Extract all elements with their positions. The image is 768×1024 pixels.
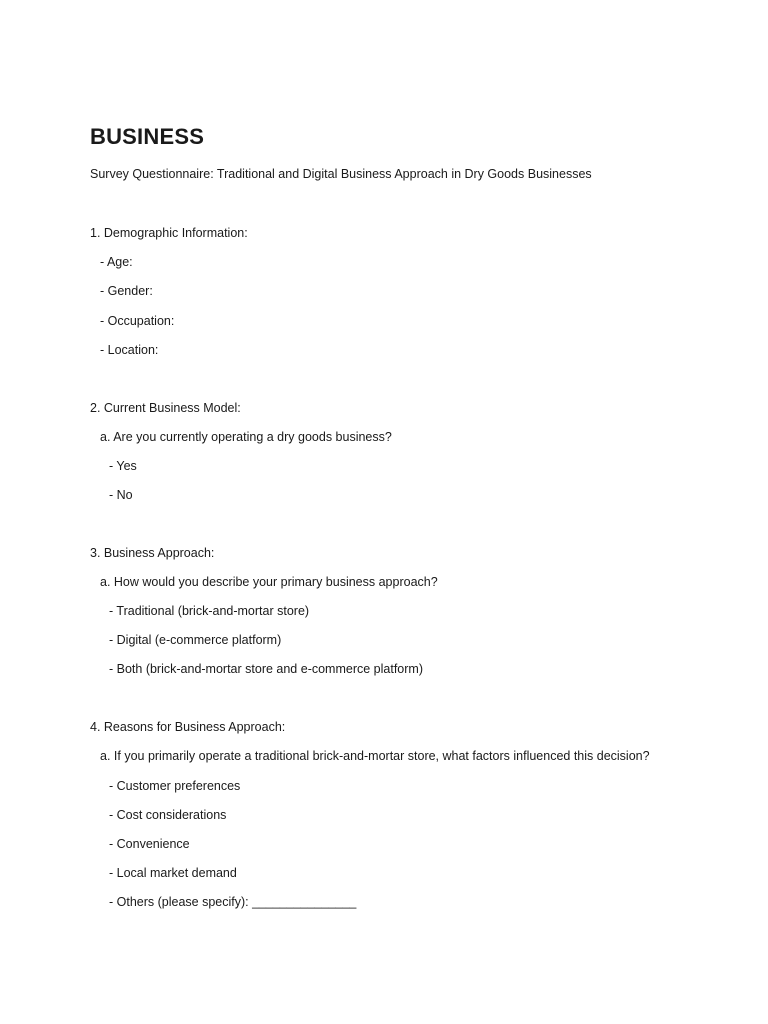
reasons-option-convenience: - Convenience xyxy=(109,837,190,851)
business-model-option-yes: - Yes xyxy=(109,459,137,473)
page-subtitle: Survey Questionnaire: Traditional and Digital Business Approach in Dry Goods Businesses xyxy=(90,167,592,181)
business-approach-option-both: - Both (brick-and-mortar store and e-commerce platform) xyxy=(109,662,423,676)
business-approach-option-traditional: - Traditional (brick-and-mortar store) xyxy=(109,604,310,618)
reasons-option-local-market-demand: - Local market demand xyxy=(109,866,237,880)
business-model-question: a. Are you currently operating a dry goods business? xyxy=(100,430,392,444)
section-heading-demographic: 1. Demographic Information: xyxy=(90,226,248,240)
business-approach-option-digital: - Digital (e-commerce platform) xyxy=(109,633,282,647)
demographic-item-gender: - Gender: xyxy=(100,284,153,298)
page-title: BUSINESS xyxy=(90,124,205,149)
section-heading-reasons: 4. Reasons for Business Approach: xyxy=(90,720,286,734)
reasons-question: a. If you primarily operate a traditional brick-and-mortar store, what factors influenced this decision? xyxy=(100,749,650,763)
reasons-option-cost-considerations: - Cost considerations xyxy=(109,808,227,822)
reasons-option-customer-preferences: - Customer preferences xyxy=(109,779,241,793)
demographic-item-location: - Location: xyxy=(100,343,159,357)
section-heading-business-approach: 3. Business Approach: xyxy=(90,546,215,560)
demographic-item-age: - Age: xyxy=(100,255,133,269)
demographic-item-occupation: - Occupation: xyxy=(100,314,175,328)
business-model-option-no: - No xyxy=(109,488,133,502)
section-heading-business-model: 2. Current Business Model: xyxy=(90,401,241,415)
business-approach-question: a. How would you describe your primary business approach? xyxy=(100,575,438,589)
reasons-option-others: - Others (please specify): _______________ xyxy=(109,895,357,909)
